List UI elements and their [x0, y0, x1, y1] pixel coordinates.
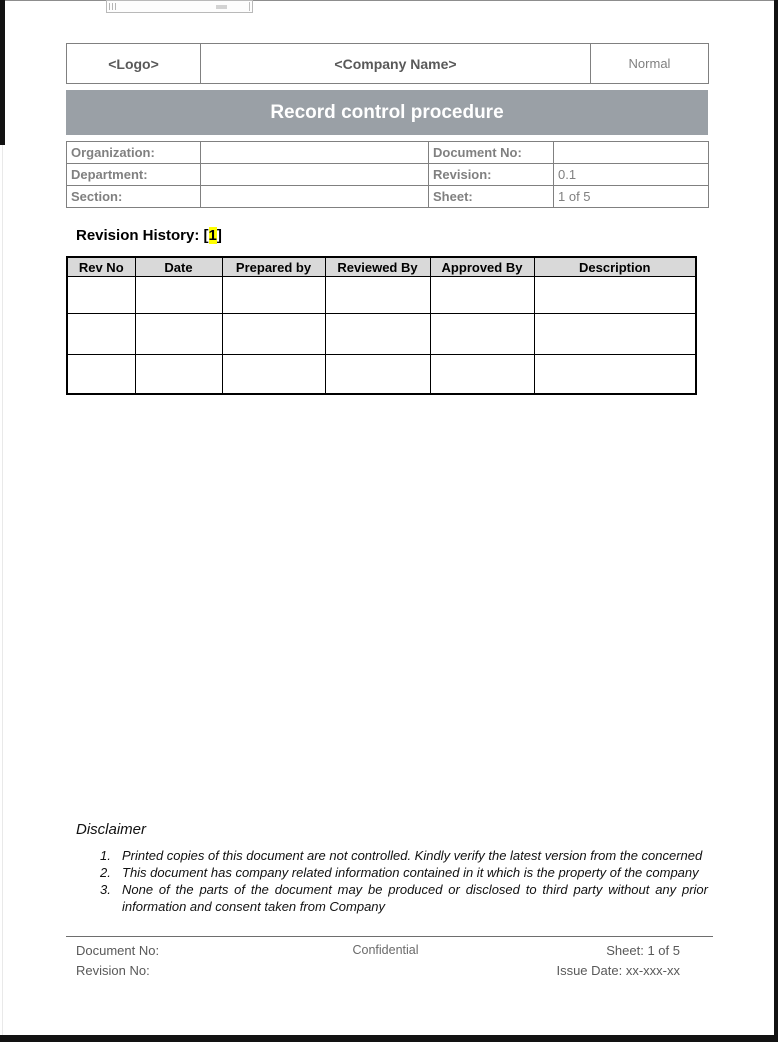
empty-cell [430, 314, 534, 355]
list-item-text: None of the parts of the document may be produced or disclosed to third party without any prior information and consent taken from Company [122, 882, 708, 914]
empty-cell [135, 277, 222, 314]
revision-history-table [66, 256, 697, 395]
empty-cell [222, 355, 325, 395]
department-value [201, 164, 429, 186]
list-item-number: 1. [100, 848, 111, 863]
col-header-rev-no: Rev No [67, 257, 135, 277]
empty-cell [67, 355, 135, 395]
document-title-banner [66, 90, 708, 135]
company-name-cell: <Company Name> [201, 44, 591, 84]
table-row [67, 44, 709, 84]
empty-cell [67, 314, 135, 355]
disclaimer-list [0, 847, 778, 915]
table-row [67, 355, 696, 395]
empty-cell [430, 355, 534, 395]
sheet-value: 1 of 5 [554, 186, 709, 208]
empty-cell [135, 314, 222, 355]
empty-cell [534, 355, 696, 395]
table-row [67, 314, 696, 355]
empty-cell [325, 277, 430, 314]
table-row [67, 164, 709, 186]
revision-label: Revision: [429, 164, 554, 186]
table-header-row [67, 257, 696, 277]
list-item-number: 2. [100, 865, 111, 880]
empty-cell [325, 314, 430, 355]
empty-cell [534, 314, 696, 355]
empty-cell [325, 355, 430, 395]
organization-label: Organization: [67, 142, 201, 164]
empty-cell [67, 277, 135, 314]
page-footer [66, 936, 713, 981]
footer-sheet: Sheet: 1 of 5 [606, 943, 680, 958]
footer-confidential: Confidential [352, 943, 419, 957]
classification-cell: Normal [591, 44, 709, 84]
footer-left [66, 941, 306, 981]
col-header-approved-by: Approved By [430, 257, 534, 277]
empty-cell [222, 314, 325, 355]
col-header-description: Description [534, 257, 696, 277]
revision-history-heading-prefix: Revision History: [ [76, 227, 209, 244]
list-item-text: Printed copies of this document are not controlled. Kindly verify the latest version from the concerned [122, 848, 703, 863]
empty-cell [534, 277, 696, 314]
revision-history-heading [76, 227, 778, 244]
sheet-label: Sheet: [429, 186, 554, 208]
table-row [67, 142, 709, 164]
organization-value [201, 142, 429, 164]
footer-revision-no: Revision No: [76, 963, 150, 978]
revision-history-heading-suffix: ] [216, 227, 222, 244]
department-label: Department: [67, 164, 201, 186]
page-edge-bottom [0, 1035, 778, 1042]
col-header-date: Date [135, 257, 222, 277]
list-item-number: 3. [100, 882, 111, 897]
list-item [100, 881, 778, 915]
col-header-prepared-by: Prepared by [222, 257, 325, 277]
list-item [100, 847, 778, 864]
disclaimer-heading: Disclaimer [76, 821, 147, 838]
empty-cell [430, 277, 534, 314]
logo-cell: <Logo> [67, 44, 201, 84]
table-row [67, 277, 696, 314]
list-item [100, 864, 778, 881]
empty-cell [135, 355, 222, 395]
table-row [67, 186, 709, 208]
empty-cell [222, 277, 325, 314]
document-no-label: Document No: [429, 142, 554, 164]
revision-history-ref-highlight: 1 [208, 227, 217, 244]
section-label: Section: [67, 186, 201, 208]
col-header-reviewed-by: Reviewed By [325, 257, 430, 277]
footer-issue-date: Issue Date: xx-xxx-xx [556, 963, 680, 978]
section-value [201, 186, 429, 208]
document-title: Record control procedure [270, 101, 504, 123]
document-info-table [66, 141, 709, 208]
footer-right [465, 941, 713, 981]
company-header-table [66, 43, 709, 84]
document-no-value [554, 142, 709, 164]
list-item-text: This document has company related information contained in it which is the property of the company [122, 865, 699, 880]
revision-value: 0.1 [554, 164, 709, 186]
footer-document-no: Document No: [76, 943, 160, 958]
